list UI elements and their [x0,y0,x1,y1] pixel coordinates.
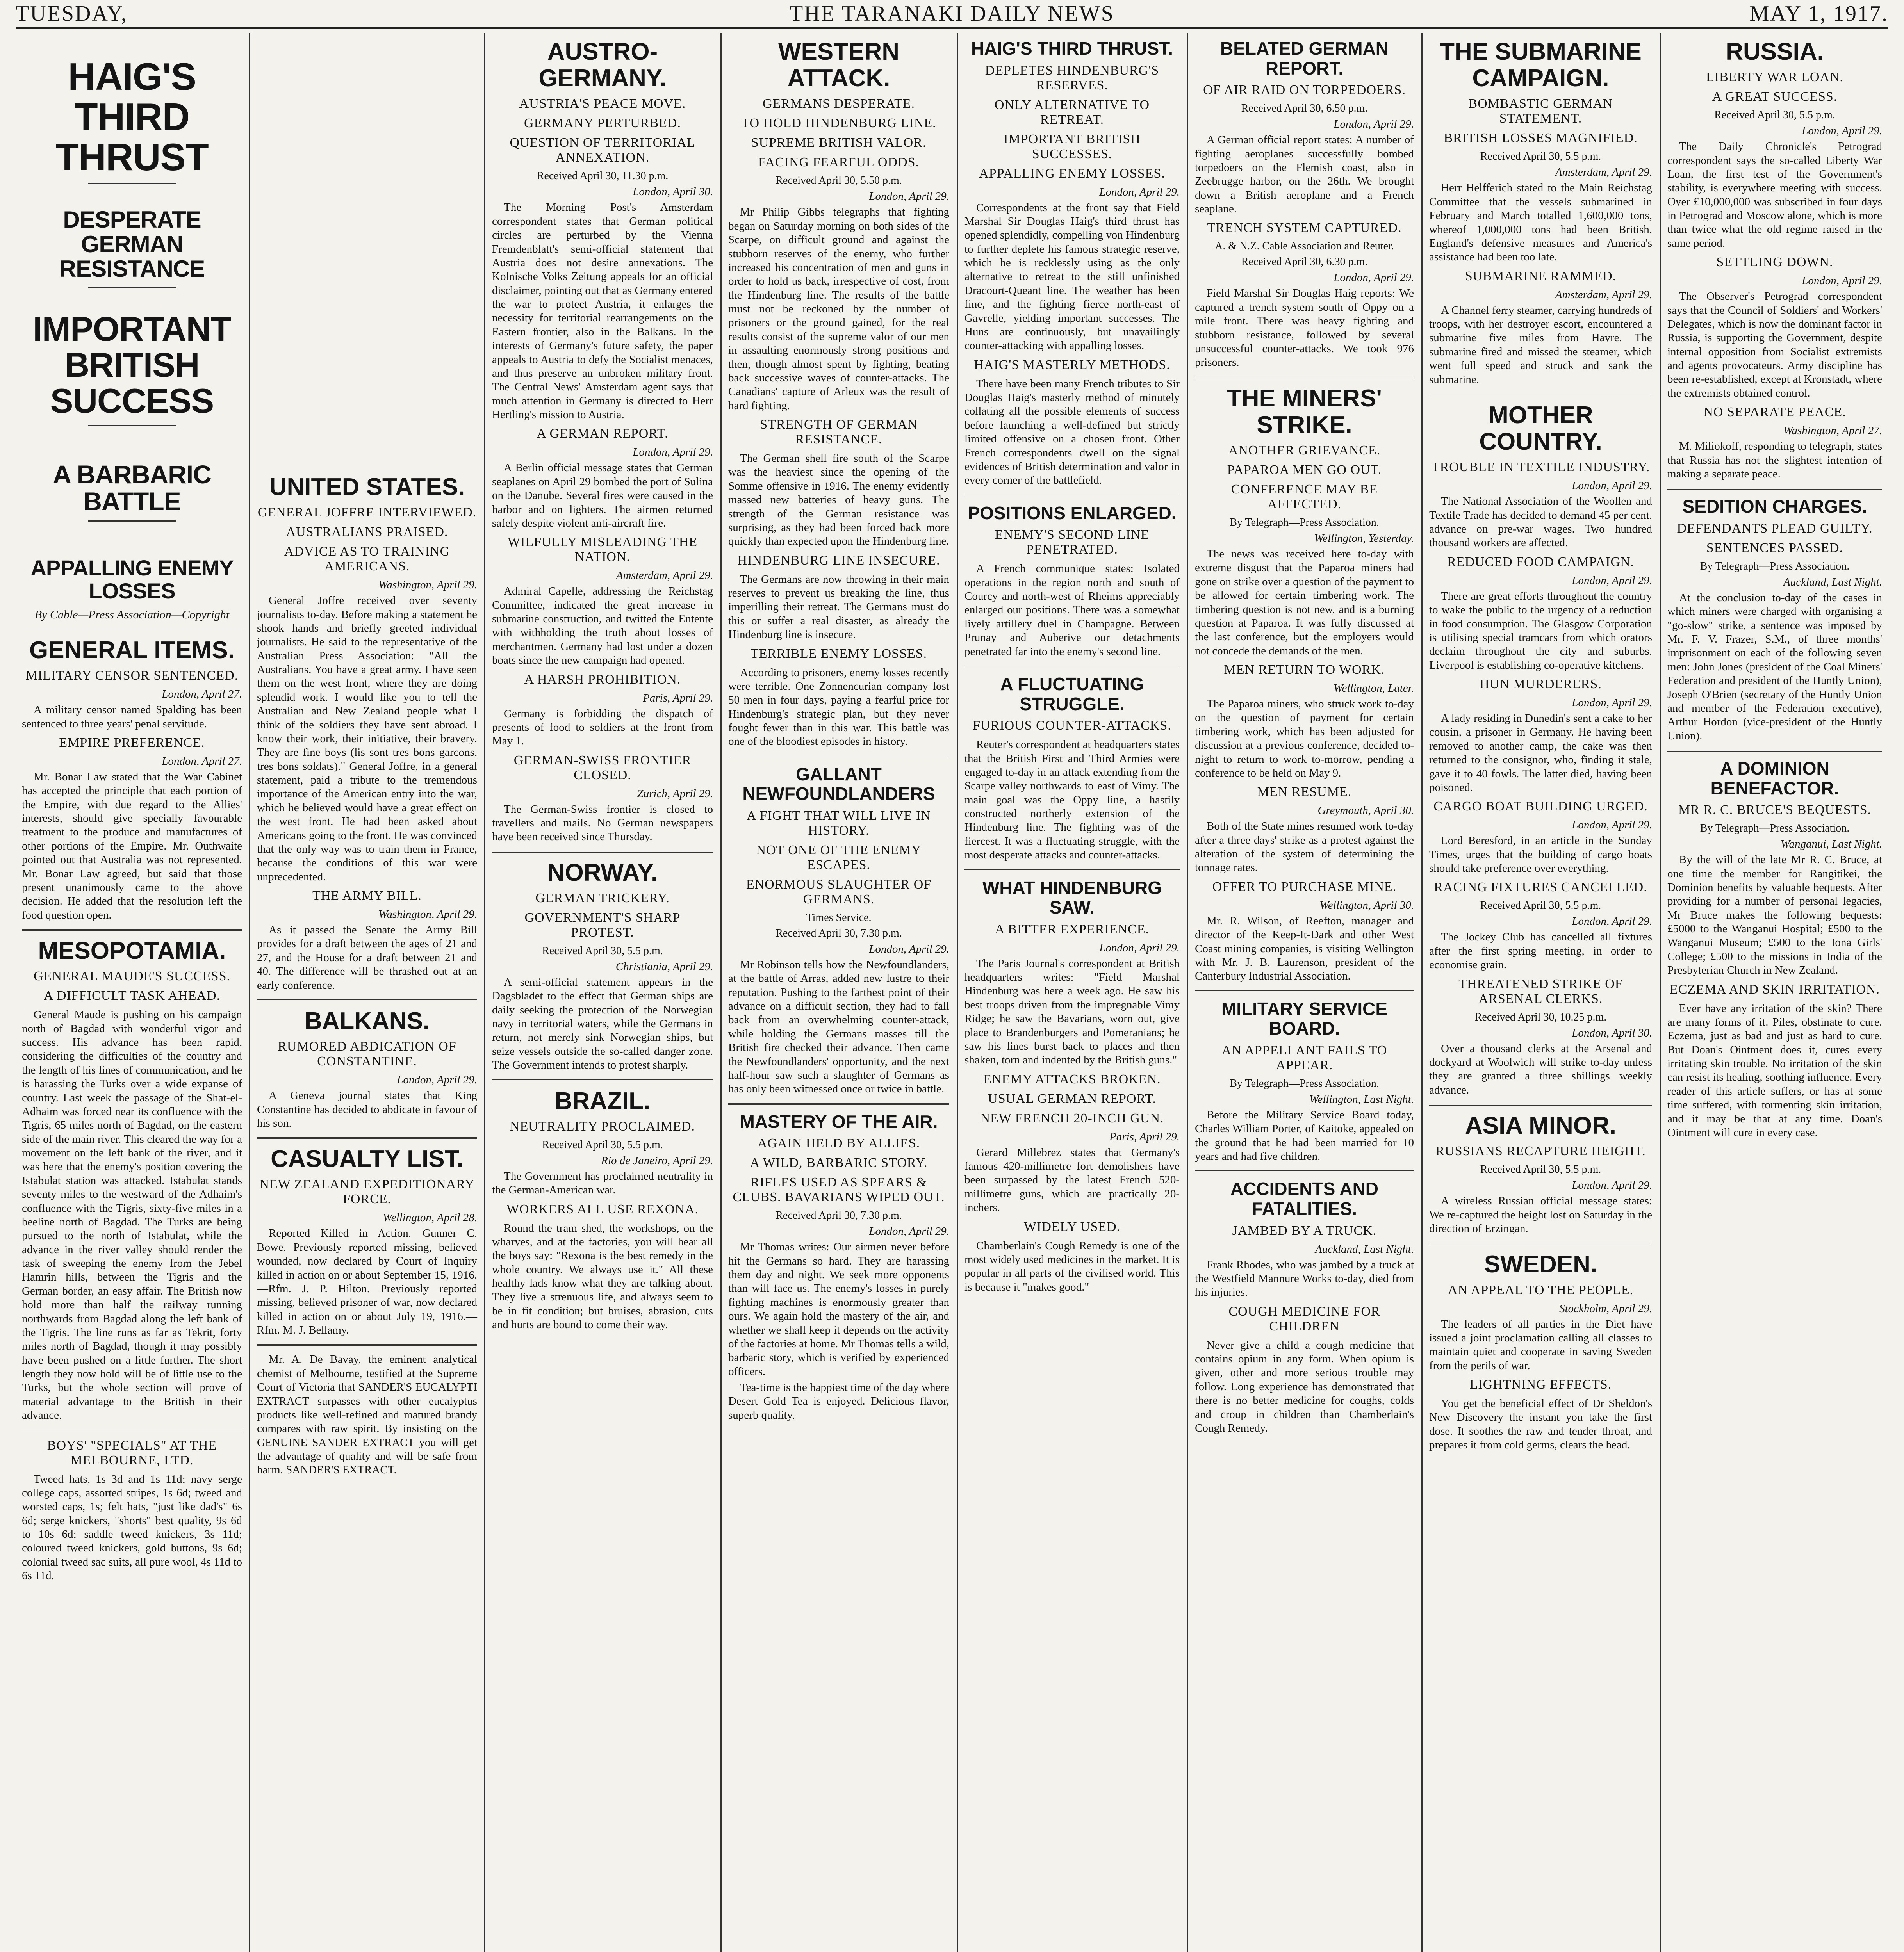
article-body: The Daily Chronicle's Petrograd correspondent says the so-called Liberty War Loan, the first test of the Government's stability, is everywhere meeting with success. Over £10,000,000 was subscribed in four days in Petrograd and Moscow alone, which is more than twice what the old regime raised in the same period. [1667,140,1882,249]
ad-heading: WIDELY USED. [1023,1219,1121,1234]
sub-heading: A BITTER EXPERIENCE. [995,922,1149,937]
credit-line: By Telegraph—Press Association. [1230,1077,1379,1090]
column-rule [1187,33,1188,1952]
sub-heading: RUMORED ABDICATION OF CONSTANTINE. [278,1039,456,1069]
article-body: A semi-official statement appears in the Dagsbladet to the effect that German ships are daily seeking the protection of the Norwegian navy in territorial waters, while the Germans in return, not merely sink Norwegian ships, but seize vessels outside the so-called danger zone. The Government intends to protest sharply. [492,976,713,1072]
article-body: Mr. R. Wilson, of Reefton, manager and director of the Keep-It-Dark and other West Coast mining companies, is visiting Wellington with Mr. J. B. Laurenson, president of the Canterbury Industrial Association. [1195,914,1414,983]
section-heading: ASIA MINOR. [1465,1112,1616,1139]
section-heading: BALKANS. [304,1007,430,1035]
masthead-title: THE TARANAKI DAILY NEWS [790,2,1114,26]
section-heading: RUSSIA. [1726,38,1824,65]
sub-heading: GERMANS DESPERATE. [762,96,915,111]
article-body: A French communique states: Isolated operations in the region north and south of Courcy and north-west of Rheims appreciably enlarged our positions. There was a somewhat lively artillery duel in Champagne. Between Prunay and Auberive our detachments penetrated far into the enemy's second line. [964,562,1180,658]
sub-heading: AUSTRIA'S PEACE MOVE. [519,96,686,111]
article-body: As it passed the Senate the Army Bill provides for a draft between the ages of 21 and 27, and the House for a draft between 21 and 40. The difference will be thrashed out at an early conference. [257,924,477,992]
article-body: There are great efforts throughout the country to wake the public to the urgency of a reduction in food consumption. The Glasgow Corporation is utilising special tramcars from which orators declaim throughout the city and suburbs. Liverpool is establishing co-operative kitchens. [1429,590,1652,671]
article-body: The news was received here to-day with extreme disgust that the Paparoa miners had gone on strike over a question of the payment to be allowed for certain timbering work. The timbering question is not new, and is a burning question at Paparoa. It was fully discussed at the last conference, but the employers would not concede the demands of the men. [1195,548,1414,657]
dateline: Amsterdam, April 29. [1555,166,1652,179]
article-body: The Government has proclaimed neutrality in the German-American war. [492,1170,713,1197]
sub-heading: DEPLETES HINDENBURG'S RESERVES. [985,63,1159,93]
sub-heading: A WILD, BARBARIC STORY. [750,1156,928,1170]
section-heading: BRAZIL. [554,1087,651,1115]
article-body: Admiral Capelle, addressing the Reichstag Committee, indicated the great increase in submarine construction, and twitted the Entente with withholding the truth about losses of merchantmen. Germany had lost under a dozen boats since the new campaign had opened. [492,585,713,667]
column-1 [16,33,248,1952]
sub-heading: SENTENCES PASSED. [1706,540,1843,555]
dateline: London, April 29. [1099,185,1180,198]
column-8 [1661,33,1888,1952]
article-body: Mr Thomas writes: Our airmen never before hit the Germans so hard. They are harassing them day and night. We seek more opponents than will face us. The enemy's losses in purely fighting machines is enormously greater than ours. We again hold the mastery of the air, and whether we shall keep it depends on the activity of the factories at home. Mr Thomas tells a wild, barbaric story, which is verified by experienced officers. [728,1241,949,1378]
ad-body: Mr. A. De Bavay, the eminent analytical chemist of Melbourne, testified at the Supreme Court of Victoria that SANDER'S EUCALYPTI EXTRACT surpasses with other eucalyptus products like well-refined and matured brandy compares with raw spirit. By insisting on the GENUINE SANDER EXTRACT you will get the advantage of quality and will be safe from harm. SANDER'S EXTRACT. [257,1353,477,1476]
sub-heading: BRITISH LOSSES MAGNIFIED. [1444,131,1638,146]
dateline: London, April 27. [162,688,242,701]
dateline: Wellington, Last Night. [1309,1093,1414,1106]
article-body: Mr Philip Gibbs telegraphs that fighting began on Saturday morning on both sides of the Scarpe, on difficult ground and against the stubborn reserves of the enemy, who further increased his concentration of men and guns in order to hold us back, irrespective of cost, from the Hindenburg line. The results of the battle must not be reckoned by the number of prisoners or the ground gained, for the real results consist of the supreme valor of our men in assaulting enormously strong positions and then, though almost spent by fighting, beating back successive waves of counter-attacks. The Canadians' capture of Arleux was the result of hard fighting. [728,206,949,412]
credit-line: A. & N.Z. Cable Association and Reuter. [1215,240,1394,253]
section-heading: ACCIDENTS AND FATALITIES. [1230,1179,1379,1219]
sub-heading: DEFENDANTS PLEAD GUILTY. [1677,521,1873,536]
sub-heading: GOVERNMENT'S SHARP PROTEST. [524,910,681,940]
sub-heading: RUSSIANS RECAPTURE HEIGHT. [1435,1144,1646,1159]
dateline: London, April 29. [633,446,713,459]
sub-heading: A HARSH PROHIBITION. [524,672,681,687]
dateline: London, April 29. [1572,696,1652,709]
column-rule [1660,33,1661,1952]
dateline: Amsterdam, April 29. [616,569,713,582]
section-heading: MASTERY OF THE AIR. [740,1111,938,1132]
column-rule [484,33,485,1952]
sub-heading: MR R. C. BRUCE'S BEQUESTS. [1678,803,1872,817]
sub-heading: RIFLES USED AS SPEARS & CLUBS. BAVARIANS WIPED OUT. [733,1175,945,1205]
service-line: Times Service. [806,911,872,924]
sub-heading: GERMAN-SWISS FRONTIER CLOSED. [513,753,692,782]
dateline: London, April 29. [1802,125,1882,137]
section-heading: GALLANT NEWFOUNDLANDERS [742,764,935,804]
dateline: London, April 29. [397,1074,477,1086]
article-body: Germany is forbidding the dispatch of presents of food to soldiers at the front from May 1. [492,707,713,748]
dateline: Washington, April 27. [1783,424,1882,437]
section-heading: MESOPOTAMIA. [38,937,226,965]
article-body: The Paparoa miners, who struck work to-day on the question of payment for certain timbering work, which has been adjusted for discussion at a previous conference, decided to-night to return to work to-morrow, pending a conference to be held on May 9. [1195,698,1414,779]
sub-heading: MILITARY CENSOR SENTENCED. [25,668,239,683]
sub-heading: AUSTRALIANS PRAISED. [286,525,448,540]
sub-heading: EMPIRE PREFERENCE. [59,735,205,750]
column-4 [722,33,956,1952]
sub-heading: HINDENBURG LINE INSECURE. [737,553,940,568]
ad-heading: ECZEMA AND SKIN IRRITATION. [1669,982,1880,997]
article-body: A lady residing in Dunedin's sent a cake to her cousin, a prisoner in Germany. He having been removed to another camp, the cake was then returned to the consignor, who, finding it stale, gave it to 40 fowls. The latter died, having been poisoned. [1429,712,1652,794]
credit-line: By Telegraph—Press Association. [1700,560,1850,572]
column-rule [957,33,958,1952]
dateline: London, April 29. [869,190,949,203]
dateline: Wellington, Later. [1334,682,1414,695]
section-heading: THE SUBMARINE CAMPAIGN. [1440,38,1642,92]
section-heading: WHAT HINDENBURG SAW. [982,877,1162,918]
received-line: Received April 30, 7.30 p.m. [776,1209,902,1222]
article-body: A Channel ferry steamer, carrying hundreds of troops, with her destroyer escort, encountered a submarine five miles from Havre. The submarine fired and missed the steamer, which went full speed and struck and sank the submarine. [1429,304,1652,386]
section-heading: AUSTRO-GERMANY. [538,38,667,92]
section-heading: SEDITION CHARGES. [1682,496,1867,517]
article-body: Mr. Bonar Law stated that the War Cabinet has accepted the principle that each portion of the Empire, with due regard to the Allies' interests, should give specially favourable treatment to the produce and manufactures of other portions of the Empire. Mr. Outhwaite pointed out that Australia was not represented. Mr. Bonar Law agreed, but said that those present unanimously came to the above decision. He added that the resolution left the food question open. [22,770,242,921]
sub-heading: SUBMARINE RAMMED. [1465,269,1617,283]
sub-heading: A FIGHT THAT WILL LIVE IN HISTORY. [747,808,931,838]
article-body: A Berlin official message states that German seaplanes on April 29 bombed the port of Sulina on the Danube. Several fires were caused in the harbor and on lighters. The airmen returned safely despite violent anti-aircraft fire. [492,461,713,529]
ad-body: Chamberlain's Cough Remedy is one of the most widely used medicines in the market. It is popular in all parts of the civilised world. This is because it "makes good." [964,1239,1180,1293]
article-body: The Morning Post's Amsterdam correspondent states that German political circles are perturbed by the Vienna Fremdenblatt's semi-official statement that Austria does not desire annexations. The Kolnische Volks Zeitung appeals for an official disclaimer, pointing out that as Germany entered the war to protect Austria, it enlarges the necessity for territorial rearrangements on the Eastern frontier, also in the Balkans. In the interests of Germany's future safety, the paper appeals to Austria to defy the Socialist menaces, and thus preserve an unbroken military front. The Central News' Amsterdam agent says that much attention in Germany is directed to Herr Hertling's mission to Austria. [492,201,713,421]
article-body: The Observer's Petrograd correspondent says that the Council of Soldiers' and Workers' Delegates, which is now the dominant factor in Russia, is supporting the Government, despite internal opposition from Socialist extremists and agents provocateurs. Army discipline has been re-established, except at Kronstadt, where the extremists obtained control. [1667,290,1882,399]
sub-heading: QUESTION OF TERRITORIAL ANNEXATION. [510,135,695,165]
article-body: Both of the State mines resumed work to-day after a three days' strike as a protest against the alteration of the system of determining the tonnage rates. [1195,820,1414,874]
masthead-day: TUESDAY, [16,2,128,26]
dateline: Wanganui, Last Night. [1781,838,1882,851]
dateline: London, April 30. [633,185,713,198]
sub-heading: OF AIR RAID ON TORPEDOERS. [1203,83,1406,98]
ad-heading: LIGHTNING EFFECTS. [1469,1377,1612,1392]
dateline: London, April 29. [869,942,949,955]
dateline: Washington, April 29. [378,908,477,921]
received-line: Received April 30, 5.5 p.m. [1480,899,1601,912]
sub-heading: A DIFFICULT TASK AHEAD. [43,988,221,1003]
article-body: Mr Robinson tells how the Newfoundlanders, at the battle of Arras, added new lustre to their reputation. Pushing to the farthest point of their advance on a difficult section, they had to fall back from an overwhelming counter-attack, while holding the Germans masses till the British fire checked their advance. Then came the Newfoundlanders' opportunity, and the next half-hour saw such a slaughter of Germans as has only been witnessed once or twice in battle. [728,958,949,1095]
dateline: Zurich, April 29. [637,787,713,800]
article-body: A military censor named Spalding has been sentenced to three years' penal servitude. [22,704,242,730]
headline-appalling: APPALLING ENEMY LOSSES [30,556,234,604]
dateline: Stockholm, April 29. [1559,1302,1652,1315]
sub-heading: RACING FIXTURES CANCELLED. [1434,880,1647,895]
column-7 [1423,33,1658,1952]
article-body: Over a thousand clerks at the Arsenal and dockyard at Woolwich will strike to-day unless they are granted a three shillings weekly advance. [1429,1042,1652,1096]
dateline: London, April 27. [162,755,242,768]
dateline: Auckland, Last Night. [1315,1243,1414,1256]
article-body: There have been many French tributes to Sir Douglas Haig's masterly method of minutely collating all the possible elements of success before launching a well-defined but strictly limited offensive on a chosen front. Other French correspondents dwell on the signal evidences of British determination and valor in every corner of the battlefield. [964,377,1180,487]
received-line: Received April 30, 6.30 p.m. [1241,256,1368,268]
dateline: London, April 29. [1572,819,1652,832]
credit-line: By Telegraph—Press Association. [1230,516,1379,529]
article-body: The Jockey Club has cancelled all fixtures after the first spring meeting, in order to economise grain. [1429,931,1652,971]
section-heading: UNITED STATES. [269,474,465,500]
section-heading: A DOMINION BENEFACTOR. [1710,758,1839,798]
column-rule [720,33,722,1952]
cable-credit: By Cable—Press Association—Copyright [34,608,230,622]
article-body: M. Miliokoff, responding to telegraph, states that Russia has not the slightest intention of making a separate peace. [1667,440,1882,480]
article-body: Correspondents at the front say that Field Marshal Sir Douglas Haig's third thrust has opened splendidly, compelling von Hindenburg to further deplete his famous strategic reserve, which he is recklessly using as the only alternative to retreat to the still unfinished Dracourt-Queant line. The weather has been fine, and the fighting fierce north-east of Gavrelle, yielding important successes. The Huns are continuously, but unavailingly counter-attacking with appalling losses. [964,201,1180,352]
sub-heading: HUN MURDERERS. [1480,677,1602,691]
dateline: Christiania, April 29. [615,960,713,973]
sub-heading: THE ARMY BILL. [312,889,422,903]
dateline: London, April 29. [1334,271,1414,284]
sub-heading: APPALLING ENEMY LOSSES. [979,166,1165,181]
section-heading: HAIG'S THIRD THRUST. [971,38,1173,59]
article-body: Reuter's correspondent at headquarters states that the British First and Third Armies were engaged to-day in an attack extending from the Scarpe valley northwards to east of Vimy. The main goal was the Oppy line, a hastily constructed northerly extension of the Hindenburg line. The fighting was of the fiercest. It was a fluctuating struggle, with the most desperate attacks and counter-attacks. [964,738,1180,862]
section-heading: SWEDEN. [1484,1251,1597,1278]
article-body: The German shell fire south of the Scarpe was the heaviest since the opening of the Somme offensive in 1916. The enemy evidently massed new batteries of heavy guns. The strength of the German resistance was surprising, as they had been forced back more quickly than expected upon the Hindenburg line. [728,452,949,548]
sub-heading: A GERMAN REPORT. [537,426,669,441]
article-body: Field Marshal Sir Douglas Haig reports: We captured a trench system south of Oppy on a mile front. There was heavy fighting and stubborn resistance, followed by several unsuccessful counter-attacks. We took 976 prisoners. [1195,287,1414,369]
received-line: Received April 30, 5.5 p.m. [542,1138,663,1151]
article-body: Reported Killed in Action.—Gunner C. Bowe. Previously reported missing, believed wounded, now declared by Court of Inquiry killed in action on or about September 15, 1916.—Rfm. J. P. Hilton. Previously reported missing, believed prisoner of war, now declared killed in action on or about July 19, 1916.—Rfm. M. J. Bellamy. [257,1227,477,1337]
section-heading: GENERAL ITEMS. [29,637,235,664]
received-line: Received April 30, 5.5 p.m. [1480,1163,1601,1176]
section-heading: NORWAY. [547,859,658,886]
sub-heading: ENEMY'S SECOND LINE PENETRATED. [995,527,1150,557]
dateline: London, April 29. [1572,915,1652,928]
sub-heading: MEN RESUME. [1257,785,1352,800]
dateline: Auckland, Last Night. [1783,575,1882,588]
sub-heading: GERMANY PERTURBED. [524,116,681,131]
sub-heading: LIBERTY WAR LOAN. [1706,70,1844,85]
ad-body: Tweed hats, 1s 3d and 1s 11d; navy serge college caps, assorted stripes, 1s 6d; tweed and worsted caps, 1s; felt hats, "just like dad's" 6s 6d; serge knickers, "shorts" best quality, 9s 6d to 10s 6d; saddle tweed knickers, 3s 11d; coloured tweed knickers, gold buttons, 9s 6d; colonial tweed sac suits, all pure wool, 4s 11d to 6s 11d. [22,1473,242,1582]
dateline: Amsterdam, April 29. [1555,288,1652,301]
dateline: Greymouth, April 30. [1317,804,1414,817]
dateline: London, April 29. [1334,118,1414,131]
sub-heading: NEW ZEALAND EXPEDITIONARY FORCE. [259,1177,475,1207]
sub-heading: NOT ONE OF THE ENEMY ESCAPES. [756,842,922,872]
sub-heading: OFFER TO PURCHASE MINE. [1212,879,1397,894]
ad-body: Tea-time is the happiest time of the day where Desert Gold Tea is enjoyed. Delicious flavor, superb quality. [728,1381,949,1421]
sub-heading: CARGO BOAT BUILDING URGED. [1433,799,1648,814]
sub-heading: TO HOLD HINDENBURG LINE. [741,116,936,131]
dateline: Wellington, Yesterday. [1314,532,1414,545]
article-body: Frank Rhodes, who was jambed by a truck at the Westfield Mannure Works to-day, died from his injuries. [1195,1258,1414,1299]
sub-heading: USUAL GERMAN REPORT. [988,1091,1156,1106]
dateline: London, April 29. [869,1225,949,1238]
column-5 [958,33,1186,1952]
article-body: The Paris Journal's correspondent at British headquarters writes: "Field Marshal Hindenburg was here a week ago. He saw his best troops driven from the impregnable Vimy Ridge; he saw the Bavarians, worn out, give place to Brandenburgers and Pomeranians; he saw his lines burst back to places and then shaken, torn and indented by the British guns." [964,957,1180,1067]
sub-heading: GENERAL MAUDE'S SUCCESS. [34,969,230,984]
article-body: Before the Military Service Board today, Charles William Porter, of Kaitoke, appealed on the ground that he had been married for 10 years and had five children. [1195,1108,1414,1163]
article-body: A wireless Russian official message states: We re-captured the height lost on Saturday in the direction of Erzingan. [1429,1195,1652,1235]
sub-heading: STRENGTH OF GERMAN RESISTANCE. [760,417,918,447]
received-line: Received April 30, 5.50 p.m. [776,175,902,187]
ad-body: Round the tram shed, the workshops, on the wharves, and at the factories, you will hear all the boys say: "Rexona is the best remedy in the whole country. We always use it." All these healthy lads know what they are talking about. They live a strenuous life, and always seem to be in fit condition; but bruises, abrasion, cuts and hurts are bound to come their way. [492,1222,713,1331]
sub-heading: FURIOUS COUNTER-ATTACKS. [973,718,1171,733]
dateline: London, April 30. [1572,1026,1652,1039]
received-line: Received April 30, 6.50 p.m. [1241,102,1368,115]
sub-heading: ENORMOUS SLAUGHTER OF GERMANS. [746,877,932,907]
article-body: Lord Beresford, in an article in the Sunday Times, urges that the building of cargo boats should take preference over everything. [1429,834,1652,874]
sub-heading: MEN RETURN TO WORK. [1224,663,1385,677]
article-body: General Maude is pushing on his campaign north of Bagdad with wonderful vigor and success. His advance has been rapid, considering the difficulties of the country and the length of his lines of communication, and he is harassing the Turks over a wide expanse of country. Last week the passage of the Shat-el-Adhaim was forced near its confluence with the Tigris, 65 miles north of Bagdad, on the eastern side of the main river. This cleared the way for a movement on the left bank of the river, and it was here that the enemy's position covering the Istabulat station was attacked. Istabulat stands seventy miles to the westward of the Adhaim's confluence with the Tigris, sixty-five miles in a beeline north of Bagdad. The Turks are being pursued to the north of Istabulat, while the advance in the river valley should render the task of sweeping the enemy from the Jebel Hamrin hills, between the Tigris and the German border, an easy affair. The British now hold more than half the railway running northwards from Bagdad along the left bank of the Tigris. The line runs as far as Tekrit, forty miles north of Bagdad, though it may possibly have been pushed on a little further. The short length they now hold will be of little use to the Turks, but the whole section will prove of material advantage to the British in their advance. [22,1008,242,1422]
sub-heading: FACING FEARFUL ODDS. [758,155,919,170]
dateline: Wellington, April 30. [1319,899,1414,912]
dateline: London, April 29. [1572,479,1652,492]
dateline: London, April 29. [1802,274,1882,287]
column-2 [251,468,483,1952]
article-body: The Germans are now throwing in their main reserves to prevent us breaking the line, thus imperilling their retreat. The Germans must do this or suffer a real disaster, as already the Hindenburg line is insecure. [728,573,949,641]
sub-heading: IMPORTANT BRITISH SUCCESSES. [1004,132,1141,161]
sub-heading: TROUBLE IN TEXTILE INDUSTRY. [1431,460,1650,475]
sub-heading: AN APPEAL TO THE PEOPLE. [1448,1282,1634,1297]
sub-heading: NO SEPARATE PEACE. [1703,405,1846,420]
sub-heading: PAPAROA MEN GO OUT. [1227,463,1382,477]
dateline: London, April 29. [1099,941,1180,954]
sub-heading: HAIG'S MASTERLY METHODS. [974,357,1170,372]
dateline: London, April 29. [1572,1179,1652,1192]
sub-heading: ANOTHER GRIEVANCE. [1228,443,1381,458]
sub-heading: ADVICE AS TO TRAINING AMERICANS. [284,544,450,574]
section-heading: BELATED GERMAN REPORT. [1220,38,1389,78]
ad-heading: WORKERS ALL USE REXONA. [506,1202,699,1216]
ad-body: You get the beneficial effect of Dr Sheldon's New Discovery the instant you take the first dose. It soothes the raw and tender throat, and prepares it from cold germs, clears the head. [1429,1397,1652,1452]
section-heading: WESTERN ATTACK. [778,38,899,92]
article-body: The National Association of the Woollen and Textile Trade has decided to demand 45 per cent. advance on pre-war wages. Two hundred thousand workers are affected. [1429,495,1652,549]
sub-heading: NEUTRALITY PROCLAIMED. [510,1119,695,1134]
masthead-date: MAY 1, 1917. [1749,2,1888,26]
sub-heading: GENERAL JOFFRE INTERVIEWED. [257,505,477,520]
article-body: Herr Helfferich stated to the Main Reichstag Committee that the vessels submarined in February and March totalled 1,600,000 tons, whereof 1,000,000 tons had been British. England's defensive measures and America's assistance had been too late. [1429,182,1652,264]
sub-heading: WILFULLY MISLEADING THE NATION. [507,535,698,565]
headline-success: IMPORTANT BRITISH SUCCESS [33,309,231,420]
column-6 [1189,33,1420,1952]
article-body: At the conclusion to-day of the cases in which miners were charged with organising a "go-slow" strike, a sentence was imposed by Mr. F. V. Frazer, S.M., of three months' imprisonment on each of the following seven men: John Jones (president of the Coal Miners' Federation and president of the Huntly Union), Joseph O'Brien (secretary of the Huntly Union and member of the Federation executive), Arthur Hordon (vice-president of the Huntly Union). [1667,591,1882,742]
ad-heading: BOYS' "SPECIALS" AT THE MELBOURNE, LTD. [47,1438,217,1468]
column-3 [486,33,719,1952]
section-heading: POSITIONS ENLARGED. [968,502,1177,523]
column-rule [249,33,250,1952]
dateline: Rio de Janeiro, April 29. [601,1154,713,1167]
dateline: London, April 29. [1572,574,1652,587]
article-body: A German official report states: A number of fighting aeroplanes successfully bombed torpedoers on the Flemish coast, also in Zeebrugge harbor, on the 26th. We brought down a British aeroplane and a French seaplane. [1195,134,1414,216]
sub-heading: ENEMY ATTACKS BROKEN. [983,1072,1161,1086]
article-body: The leaders of all parties in the Diet have issued a joint proclamation calling all classes to maintain quiet and cooperate in saving Sweden from the perils of war. [1429,1318,1652,1372]
article-body: According to prisoners, enemy losses recently were terrible. One Zonnencurian company lost 50 men in four days, paying a fearful price for Hindenburg's strategic plan, but they never fought fewer than in this war. This battle was one of the bloodiest episodes in history. [728,666,949,748]
sub-heading: CONFERENCE MAY BE AFFECTED. [1231,482,1378,512]
section-heading: CASUALTY LIST. [271,1145,464,1173]
received-line: Received April 30, 5.5 p.m. [542,944,663,957]
article-body: General Joffre received over seventy journalists to-day. Before making a statement he shook hands and briefly greeted individual journalists. He said to the representative of the Australian Press Association: "All the Australians. You have a great army. I have seen them on the west front, where they are doing splendid work. I would like you to tell the Australian and New Zealand people what I think of the soldiers they have sent abroad. I know their work, their initiative, their bravery. They are fine boys (lis sont tres bons garcons, tres bons soldats)." General Joffre, in a general statement, paid a tribute to the tremendous importance of the American entry into the war, which he believed would have a great effect on the west front. He had been asked about Americans going to the front. He was convinced that the only way was to train them in France, because the conditions of this war were unprecedented. [257,594,477,883]
received-line: Received April 30, 11.30 p.m. [537,170,669,182]
received-line: Received April 30, 10.25 p.m. [1474,1011,1607,1023]
sub-heading: A GREAT SUCCESS. [1712,89,1838,104]
section-heading: MILITARY SERVICE BOARD. [1221,998,1388,1039]
sub-heading: ONLY ALTERNATIVE TO RETREAT. [994,97,1150,127]
sub-heading: TRENCH SYSTEM CAPTURED. [1207,221,1402,235]
masthead [16,0,1888,29]
ad-heading: COUGH MEDICINE FOR CHILDREN [1228,1304,1380,1334]
sub-heading: SETTLING DOWN. [1716,255,1833,270]
section-heading: THE MINERS' STRIKE. [1227,385,1382,438]
article-body: The German-Swiss frontier is closed to travellers and mails. No German newspapers have been received since Thursday. [492,803,713,843]
sub-heading: THREATENED STRIKE OF ARSENAL CLERKS. [1458,976,1623,1006]
headline-resistance: DESPERATE GERMAN RESISTANCE [59,206,205,282]
article-body: By the will of the late Mr R. C. Bruce, at one time the member for Rangitikei, the Dominion benefits by valuable bequests. After providing for a number of personal legacies, Mr Bruce makes the following bequests: £5000 to the Wanganui Hospital; £500 to the Wanganui Museum; £500 to the Iona Girls' College; £500 to the missions in India of the Presbyterian Church in New Zealand. [1667,853,1882,977]
dateline: Paris, April 29. [643,691,713,704]
sub-heading: REDUCED FOOD CAMPAIGN. [1447,554,1634,569]
sub-heading: AN APPELLANT FAILS TO APPEAR. [1221,1043,1387,1072]
ad-body: Ever have any irritation of the skin? There are many forms of it. Piles, obstinate to cure. Eczema, just as bad and just as hard to cure. But Doan's Ointment does it, cures every irritating skin trouble. No irritation of the skin can resist its healing, soothing influence. Every reader of this article suffers, or has at some time suffered, with tormenting skin irritation, and it may be that at any time. Doan's Ointment will cure in every case. [1667,1002,1882,1139]
dateline: Paris, April 29. [1109,1130,1180,1143]
headline-haig: HAIG'S THIRD THRUST [55,55,209,178]
article-body: Gerard Millebrez states that Germany's famous 420-millimetre fort demolishers have been surpassed by the latest French 520-millimetre guns, which are practically 20-inchers. [964,1146,1180,1214]
sub-heading: SUPREME BRITISH VALOR. [751,135,927,150]
received-line: Received April 30, 7.30 p.m. [776,927,902,939]
dateline: Wellington, April 28. [383,1211,477,1224]
sub-heading: AGAIN HELD BY ALLIES. [757,1136,920,1151]
ad-body: Never give a child a cough medicine that contains opium in any form. When opium is given, other and more serious trouble may follow. Long experience has demonstrated that there is no better medicine for coughs, colds and croup in children than Chamberlain's Cough Remedy. [1195,1339,1414,1434]
received-line: Received April 30, 5.5 p.m. [1480,150,1601,163]
received-line: Received April 30, 5.5 p.m. [1714,109,1835,121]
dateline: Washington, April 29. [378,579,477,591]
column-rule [1421,33,1423,1952]
sub-heading: JAMBED BY A TRUCK. [1232,1223,1377,1238]
sub-heading: NEW FRENCH 20-INCH GUN. [980,1111,1164,1126]
article-body: A Geneva journal states that King Constantine has decided to abdicate in favour of his son. [257,1089,477,1129]
section-heading: A FLUCTUATING STRUGGLE. [1000,673,1144,714]
credit-line: By Telegraph—Press Association. [1700,822,1850,835]
sub-heading: BOMBASTIC GERMAN STATEMENT. [1468,96,1613,126]
section-heading: MOTHER COUNTRY. [1479,401,1602,456]
sub-heading: TERRIBLE ENEMY LOSSES. [750,646,927,661]
headline-barbaric: A BARBARIC BATTLE [53,460,211,516]
sub-heading: GERMAN TRICKERY. [535,891,670,905]
